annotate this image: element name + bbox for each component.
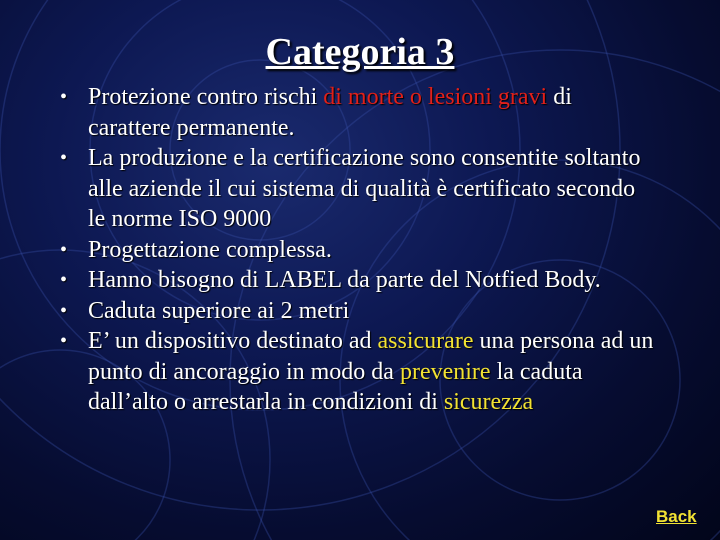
- bullet-icon: •: [60, 147, 68, 169]
- highlight-yellow-text: assicurare: [377, 328, 474, 354]
- bullet-icon: •: [60, 238, 68, 261]
- bullet-text: La produzione e la certificazione sono consentite soltanto alle aziende il cui sistema di qualità è certificato secondo le norme ISO 9000: [88, 145, 641, 232]
- bullet-text: di carattere permanente.: [88, 84, 572, 141]
- bullet-item-design: [56, 235, 656, 266]
- bullet-item-fall-height: [56, 296, 656, 327]
- bullet-item-certification: [56, 143, 656, 235]
- bullet-text: E’ un dispositivo destinato ad: [88, 328, 378, 354]
- bullet-icon: •: [60, 299, 68, 322]
- bullet-text: una persona ad un punto di ancoraggio in modo da: [88, 328, 654, 385]
- slide-title: Categoria 3: [265, 31, 455, 73]
- highlight-yellow-text: prevenire: [399, 358, 491, 385]
- highlight-red-text: di morte o lesioni gravi: [323, 84, 548, 110]
- bullet-item-label: [56, 265, 656, 296]
- bullet-text: Hanno bisogno di LABEL da parte del Notfied Body.: [88, 267, 601, 293]
- bullet-icon: •: [60, 330, 68, 352]
- bullet-item-device: [56, 326, 656, 418]
- bullet-item-protection: [56, 82, 656, 143]
- bullet-icon: •: [60, 86, 68, 108]
- back-link[interactable]: Back: [656, 507, 697, 526]
- bullet-icon: •: [60, 269, 68, 291]
- bullet-text: Progettazione complessa.: [88, 236, 332, 263]
- bullet-text: Caduta superiore ai 2 metri: [88, 297, 350, 324]
- bullet-text: la caduta dall’alto o arrestarla in condizioni di: [88, 358, 583, 415]
- bullet-list: [56, 82, 656, 418]
- highlight-yellow-text: sicurezza: [443, 389, 534, 415]
- bullet-text: Protezione contro rischi: [88, 84, 324, 110]
